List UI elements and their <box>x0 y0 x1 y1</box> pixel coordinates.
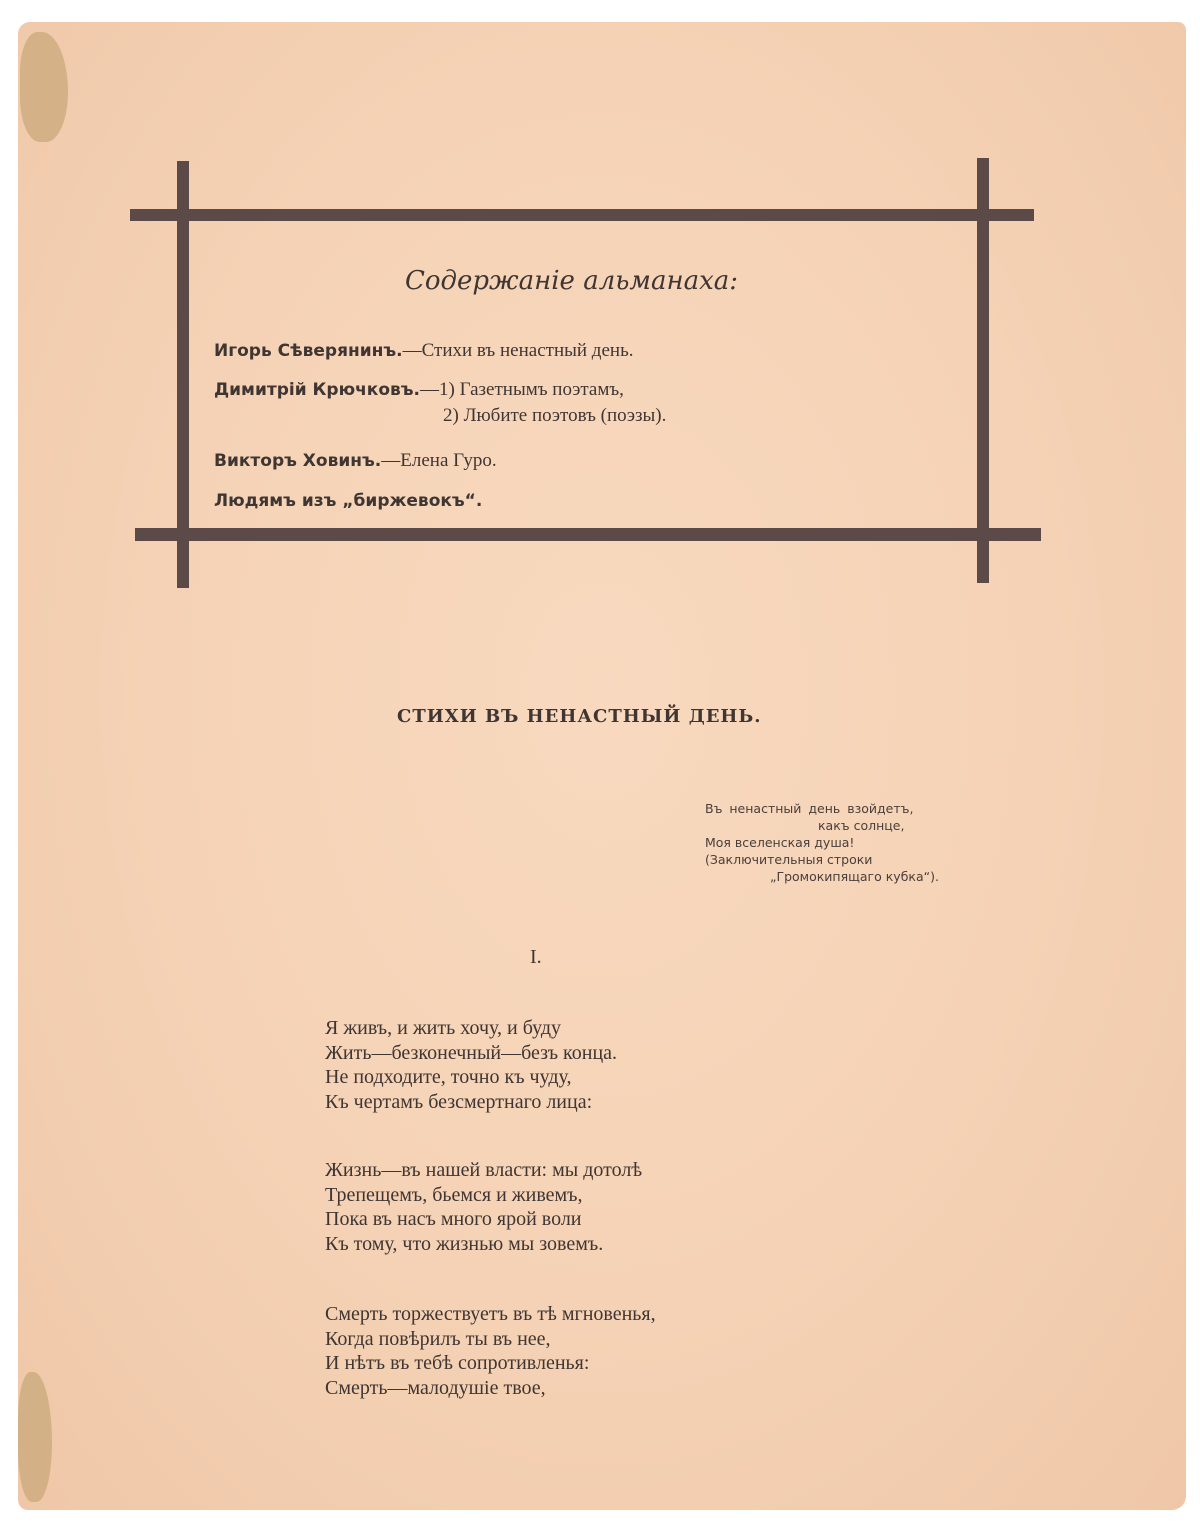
epigraph-line: какъ солнце, <box>818 818 905 833</box>
verse-line: Пока въ насъ много ярой воли <box>325 1208 582 1230</box>
verse-line: Къ чертамъ безсмертнаго лица: <box>325 1090 593 1113</box>
toc-author: Игорь Сѣверянинъ. <box>214 341 403 361</box>
toc-entry <box>214 450 497 472</box>
frame-rule-right <box>977 158 989 583</box>
page-paper <box>18 22 1186 1510</box>
verse-line: Жить—безконечный—безъ конца. <box>325 1041 618 1064</box>
toc-author: Викторъ Ховинъ. <box>214 451 382 471</box>
epigraph-line: Въ ненастный день взойдетъ, <box>705 801 914 816</box>
stanza <box>325 1158 642 1256</box>
frame-rule-left <box>177 161 189 588</box>
toc-work: —Елена Гуро. <box>381 450 497 471</box>
verse-line: Къ тому, что жизнью мы зовемъ. <box>325 1232 604 1255</box>
epigraph-line: „Громокипящаго кубка“). <box>770 869 939 884</box>
toc-entry <box>214 379 624 401</box>
frame-rule-bottom <box>135 528 1041 541</box>
toc-title: Содержаніе альманаха: <box>405 266 739 296</box>
paper-stain-bottom <box>18 1372 52 1502</box>
stanza <box>325 1302 656 1400</box>
verse-line: Смерть—малодушіе твое, <box>325 1376 546 1399</box>
stanza <box>325 1016 617 1114</box>
toc-work-continued: 2) Любите поэтовъ (поэзы). <box>443 405 667 426</box>
verse-line: Трепещемъ, бьемся и живемъ, <box>325 1183 583 1206</box>
paper-stain-top <box>20 32 68 142</box>
section-numeral: I. <box>530 946 542 968</box>
toc-author: Димитрій Крючковъ. <box>214 380 421 400</box>
verse-line: Не подходите, точно къ чуду, <box>325 1066 572 1088</box>
frame-rule-top <box>130 209 1034 221</box>
epigraph-line: Моя вселенская душа! <box>705 835 855 850</box>
toc-work: —1) Газетнымъ поэтамъ, <box>420 379 624 400</box>
epigraph-line: (Заключительныя строки <box>705 852 873 867</box>
poem-title: СТИХИ ВЪ НЕНАСТНЫЙ ДЕНЬ. <box>397 706 762 727</box>
verse-line: Смерть торжествуетъ въ тѣ мгновенья, <box>325 1303 656 1325</box>
verse-line: Когда повѣрилъ ты въ нее, <box>325 1327 551 1350</box>
verse-line: Жизнь—въ нашей власти: мы дотолѣ <box>325 1159 643 1181</box>
verse-line: Я живъ, и жить хочу, и буду <box>325 1017 562 1039</box>
toc-author: Людямъ изъ „биржевокъ“. <box>214 491 483 511</box>
toc-entry <box>214 340 633 362</box>
toc-entry <box>214 490 482 512</box>
verse-line: И нѣтъ въ тебѣ сопротивленья: <box>325 1352 590 1374</box>
toc-work: —Стихи въ ненастный день. <box>402 340 634 361</box>
